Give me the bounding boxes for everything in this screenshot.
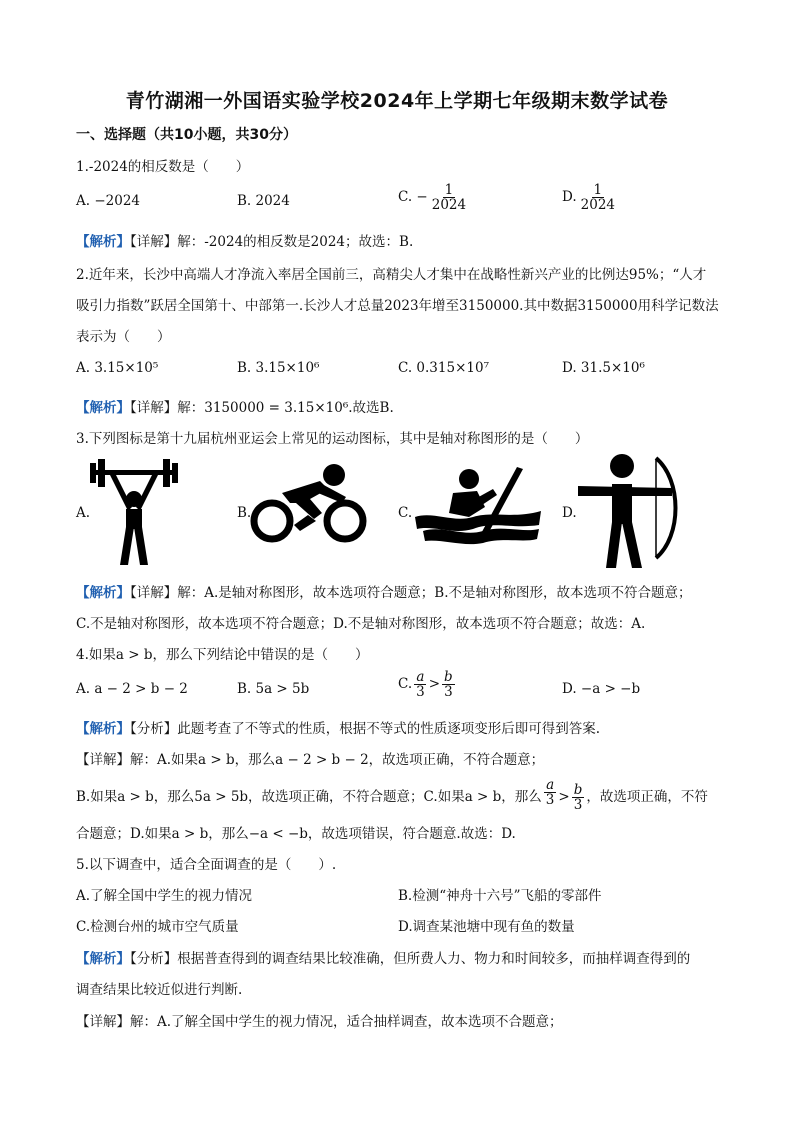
q3-option-c-label: C. [398, 505, 413, 521]
q4-analysis: 【解析】【分析】此题考查了不等式的性质，根据不等式的性质逐项变形后即可得到答案. [76, 721, 601, 737]
q1-c-prefix: C. − [398, 189, 428, 206]
q4-detail-line3: 合题意；D.如果a > b，那么−a < −b，故选项错误，符合题意.故选：D. [76, 826, 516, 842]
kayaking-icon [413, 463, 543, 547]
q3-option-b-label: B. [237, 505, 252, 521]
q3-option-a-label: A. [76, 505, 91, 521]
q5-option-b: B.检测“神舟十六号”飞船的零部件 [398, 888, 602, 904]
q3-solution-line1: 【解析】【详解】解：A.是轴对称图形，故本选项符合题意；B.不是轴对称图形，故本选项不符合题意； [76, 585, 692, 601]
q5-stem: 5.以下调查中，适合全面调查的是（ ）. [76, 857, 337, 873]
archery-icon [576, 452, 680, 570]
q5-analysis-line2: 调查结果比较近似进行判断. [76, 982, 243, 998]
q1-option-b: B. 2024 [237, 193, 290, 209]
q3-option-d-label: D. [562, 505, 577, 521]
q4-option-b: B. 5a > 5b [237, 681, 310, 697]
analysis-tag: 【解析】 [76, 400, 130, 416]
q4-stem: 4.如果a > b，那么下列结论中错误的是（ ） [76, 647, 369, 663]
q5-analysis-line1: 【解析】【分析】根据普查得到的调查结果比较准确，但所费人力、物力和时间较多，而抽样调查得到的 [76, 951, 691, 967]
q2-stem-line1: 2.近年来，长沙中高端人才净流入率居全国前三，高精尖人才集中在战略性新兴产业的比例达95%；“人才 [76, 267, 707, 283]
q4-option-c: C. $\frac{a}{3}$ > $\frac{b}{3}$ [398, 669, 453, 701]
q5-option-a: A.了解全国中学生的视力情况 [76, 888, 253, 904]
q2-stem-line3: 表示为（ ） [76, 329, 171, 345]
q2-option-a: A. 3.15×10⁵ [76, 360, 159, 376]
q4-option-a: A. a − 2 > b − 2 [76, 681, 188, 697]
q1-stem: 1.-2024的相反数是（ ） [76, 159, 250, 175]
weightlifting-icon [88, 455, 180, 567]
q4-detail-line2: B.如果a > b，那么5a > 5b，故选项正确，不符合题意；C.如果a > b，那么 $\frac{a}{3}$ > $\frac{b}{3}$ ，故选项正确，不符 [76, 777, 708, 814]
q1-option-a: A. −2024 [76, 193, 140, 209]
q3-solution-line2: C.不是轴对称图形，故本选项不符合题意；D.不是轴对称图形，故本选项不符合题意；故选：A. [76, 616, 646, 632]
q5-option-d: D.调查某池塘中现有鱼的数量 [398, 919, 575, 935]
q1-d-fraction: $\frac{1}{2024}$ [580, 182, 615, 214]
q1-d-prefix: D. [562, 189, 577, 206]
q2-stem-line2: 吸引力指数”跃居全国第十、中部第一.长沙人才总量2023年增至3150000.其中数据3150000用科学记数法 [76, 298, 719, 314]
q3-stem: 3.下列图标是第十九届杭州亚运会上常见的运动图标，其中是轴对称图形的是（ ） [76, 431, 589, 447]
q1-option-c [398, 183, 470, 212]
page-title: 青竹湖湘一外国语实验学校2024年上学期七年级期末数学试卷 [125, 90, 669, 112]
q4-option-d: D. −a > −b [562, 681, 641, 697]
analysis-tag: 【解析】 [76, 585, 130, 601]
q4-detail-line1: 【详解】解：A.如果a > b，那么a − 2 > b − 2，故选项正确，不符合题意； [76, 752, 545, 768]
q1-c-fraction: $\frac{1}{2024}$ [431, 182, 467, 214]
analysis-tag: 【解析】 [76, 721, 130, 737]
q2-option-b: B. 3.15×10⁶ [237, 360, 320, 376]
q1-option-d [562, 183, 619, 212]
cycling-icon [250, 463, 368, 545]
analysis-tag: 【解析】 [76, 951, 130, 967]
q2-solution: 【解析】【详解】解：3150000 = 3.15×10⁶.故选B. [76, 400, 394, 416]
q5-detail-line1: 【详解】解：A.了解全国中学生的视力情况，适合抽样调查，故本选项不合题意； [76, 1014, 563, 1030]
q1-solution: 【解析】【详解】解：-2024的相反数是2024；故选：B. [76, 234, 414, 250]
q2-option-c: C. 0.315×10⁷ [398, 360, 489, 376]
analysis-tag: 【解析】 [76, 234, 130, 250]
q5-option-c: C.检测台州的城市空气质量 [76, 919, 239, 935]
q2-option-d: D. 31.5×10⁶ [562, 360, 645, 376]
section-heading: 一、选择题（共10小题，共30分） [76, 127, 297, 143]
